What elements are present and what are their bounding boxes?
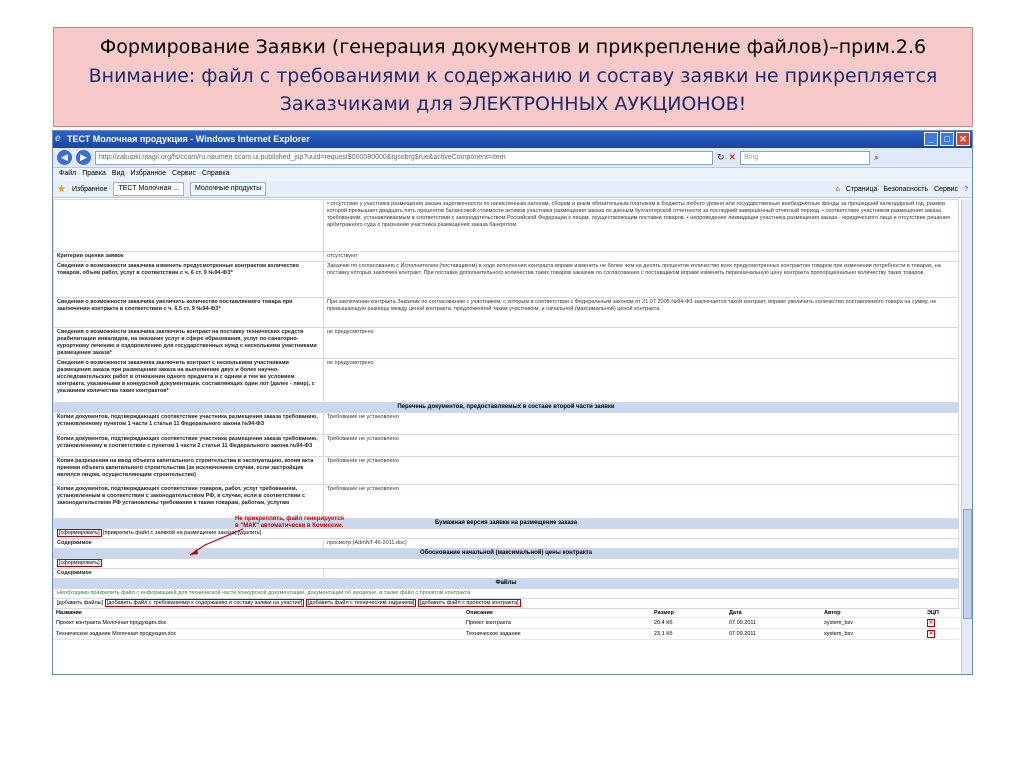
help-icon[interactable]: ? [964, 185, 968, 193]
paper-content-link[interactable]: просмотр (AdmNT-46-2011.doc) [324, 539, 959, 549]
tab-test-milk[interactable]: ТЕСТ Молочная ... [113, 182, 184, 196]
scrollbar-thumb[interactable] [963, 509, 972, 619]
annotation-note: Не прикреплять, файл генерируется в "МАК" автоматически в Комиссии. [235, 516, 344, 529]
table-row: Критерии оценки заявок отсутствуют [54, 252, 959, 262]
section-files-header: Файлы [54, 579, 959, 589]
file-name-link[interactable]: Проект контракта Молочная продукция.doc [53, 618, 463, 629]
files-notice: Необходимо прикрепить файл с информацией для технической части конкурсной документации, документации об аукционе, а также файл с проектом контракта [54, 589, 959, 599]
menu-file[interactable]: Файл [59, 170, 77, 177]
paper-form-button[interactable]: [сформировать] [59, 530, 100, 536]
window-title: ТЕСТ Молочная продукция - Windows Internet Explorer [67, 134, 310, 144]
slide-warning: Внимание: файл с требованиями к содержанию и составу заявки не прикрепляется Заказчиками для ЭЛЕКТРОННЫХ АУКЦИОНОВ! [88, 65, 938, 115]
section-docs-header: Перечень документов, предоставляемых в составе второй части заявки [54, 403, 959, 413]
menu-help[interactable]: Справка [202, 170, 230, 177]
delete-file-icon[interactable]: ✕ [928, 620, 934, 626]
section-paper-header: Бумажная версия заявки на размещение заказа [54, 519, 959, 529]
paper-attach-link[interactable]: [прикрепить файл с заявкой на размещение заказа] [103, 530, 237, 536]
file-row: Техническое задание Молочная продукция.doc Техническое задание 23.1 Кб 07.09.2011 system_bsv ✕ [53, 629, 959, 640]
close-button[interactable]: ✕ [956, 132, 970, 146]
add-tech-file-link[interactable]: [добавить файл с техническим заданием] [307, 600, 415, 606]
table-row: Сведения о возможности заказчика изменить предусмотренные контрактом количество товаров, объем работ, услуг в соответствии с ч. 6 ст. 9 №94-ФЗ* Заказчик по согласованию с Исполнителем (поставщиком) в ходе исполнения контракта вправе изменить не более чем на десять процентов количество всех предусмотренных контрактом товаров при изменении потребности в товарах, на поставку которых заключен контракт. При поставке дополнительного количества таких товаров заказчик по согласованию с поставщиком вправе изменить первоначальную цену контракта пропорционально количеству таких товаров. [54, 262, 959, 298]
price-form-button[interactable]: [сформировать] [59, 560, 100, 566]
address-bar [53, 148, 972, 168]
menu-tools[interactable]: Сервис [172, 170, 197, 177]
tools-menu[interactable]: Сервис [934, 185, 959, 193]
annotation-arrow-icon [185, 527, 245, 557]
table-row: Копия разрешения на ввод объекта капитального строительства в эксплуатацию, копия акта приемки объекта капитального строительства (за исключением случая, если застройщик являлся лицом, осуществляющим строительство) Требование не установлено [54, 457, 959, 485]
back-button[interactable]: ◀ [57, 150, 72, 165]
files-table [53, 609, 959, 640]
refresh-icon[interactable]: ↻ [717, 152, 725, 162]
price-content-label: Содержимое [54, 569, 324, 579]
add-requirements-file-link[interactable]: [добавить файл с требованиями к содержанию и составу заявки на участие] [106, 600, 303, 606]
table-row: Копии документов, подтверждающих соответствие участника размещения заказа требованию, установленному в соответствии с пунктом 1 части 2 статьи 11 Федерального закона №94-ФЗ Требование не установлено [54, 435, 959, 457]
page-menu[interactable]: Страница [845, 185, 878, 193]
table-row: Копии документов, подтверждающих соответствие товаров, работ, услуг требованиям, установленным в соответствии с законодательством РФ, в случае, если в соответствии с законодательством РФ установлены требования к таким товарам, работам, услугам Требование не установлено [54, 485, 959, 519]
paper-content-label: Содержимое [54, 539, 324, 549]
ie-logo-icon: e [55, 133, 61, 144]
browser-window [52, 130, 973, 675]
url-input[interactable]: http://zakupki.ntagil.org/fs/ccam/ru.naumen.ccam.ui.published_jsp?uuid=request$000080000&tgsobrg$rue&activeComponent=Item [95, 151, 713, 165]
stop-icon[interactable]: ✕ [728, 152, 737, 162]
maximize-button[interactable]: □ [940, 132, 954, 146]
table-row: Сведения о возможности заказчика заключить контракт с несколькими участниками размещения заказа при размещении заказа на выполнение двух и более научно-исследовательских работ в отношении одного предмета и с одним и тем же условием контракта, указанными в конкурсной документации, составляющих один лот (далее - лвир), с указанием количества таких контрактов* не предусмотрено [54, 359, 959, 403]
favorites-bar [53, 181, 972, 198]
home-icon[interactable]: ⌂ [835, 185, 840, 193]
slide-title-box [53, 27, 973, 127]
menu-edit[interactable]: Правка [82, 170, 106, 177]
forward-button[interactable]: ▶ [76, 150, 91, 165]
star-icon[interactable]: ★ [57, 183, 66, 195]
search-input[interactable]: Bing [740, 151, 870, 165]
window-titlebar [53, 131, 972, 148]
col-author: Автор [821, 609, 924, 618]
table-row: Сведения о возможности заказчика заключить контракт на поставку технических средств реабилитации инвалидов, на оказание услуг в сфере образования, услуг по санаторно-курортному лечению и оздоровлению для государственных нужд с несколькими участниками размещения заказа* не предусмотрено [54, 328, 959, 359]
search-icon[interactable]: ⌕ [874, 152, 880, 162]
minimize-button[interactable]: _ [924, 132, 938, 146]
paper-delete-link[interactable]: [удалить] [237, 530, 262, 536]
add-files-link[interactable]: [добавить файлы] [57, 600, 104, 606]
requirements-bullets: • отсутствие у участника размещения заказа задолженности по начисленным налогам, сборам и иным обязательным платежам в бюджеты любого уровня или государственные внебюджетные фонды за прошедший календарный год, размер которой превышает двадцать пять процентов балансовой стоимости активов участника размещения заказа по данным бухгалтерской отчетности за последний завершенный отчетный период. • соответствие участников размещения заказа требованиям, устанавливаемым в соответствии с законодательством Российской Федерации к лицам, осуществляющим поставки товаров. • непроведение ликвидации участника размещения заказа - юридического лица и отсутствие решения арбитражного суда о признании участника размещения заказа банкротом. [324, 200, 959, 252]
col-date: Дата [726, 609, 821, 618]
col-name: Название [53, 609, 463, 618]
file-row: Проект контракта Молочная продукция.doc Проект контракта 20.4 Кб 07.09.2011 system_bsv ✕ [53, 618, 959, 629]
file-name-link[interactable]: Техническое задание Молочная продукция.doc [53, 629, 463, 640]
menu-view[interactable]: Вид [111, 170, 125, 177]
col-size: Размер [651, 609, 726, 618]
col-signature: ЭЦП [924, 609, 959, 618]
page-content [53, 199, 963, 675]
table-row: Сведения о возможности заказчика увеличить количество поставляемого товара при заключении контракта в соответствии с ч. 6.5 ст. 9 №94-ФЗ* При заключении контракта Заказчик по согласованию с участником, с которым в соответствии с Федеральным законом от 21.07.2005 №94-ФЗ заключается такой контракт, вправе увеличить количество поставляемого товара на сумму, не превышающую разницы между ценой контракта, предложенной таким участником, и начальной (максимальной) ценой контракта. [54, 298, 959, 328]
table-row: Копии документов, подтверждающих соответствие участника размещения заказа требованию, установленному пунктом 1 части 1 статьи 11 Федерального закона №94-ФЗ Требование не установлено [54, 413, 959, 435]
menu-bar [53, 168, 972, 181]
slide-title: Формирование Заявки (генерация документов и прикрепление файлов)–прим.2.6 [99, 36, 927, 58]
section-price-header: Обоснование начальной (максимальной) цены контракта [54, 549, 959, 559]
favorites-button[interactable]: Избранное [71, 185, 108, 193]
add-contract-file-link[interactable]: [добавить файл с проектом контракта] [419, 600, 519, 606]
col-desc: Описание [463, 609, 651, 618]
vertical-scrollbar[interactable] [961, 199, 972, 675]
tab-milk-products[interactable]: Молочные продукты [190, 182, 266, 196]
security-menu[interactable]: Безопасность [883, 185, 929, 193]
delete-file-icon[interactable]: ✕ [928, 631, 934, 637]
menu-favorites[interactable]: Избранное [130, 170, 167, 177]
